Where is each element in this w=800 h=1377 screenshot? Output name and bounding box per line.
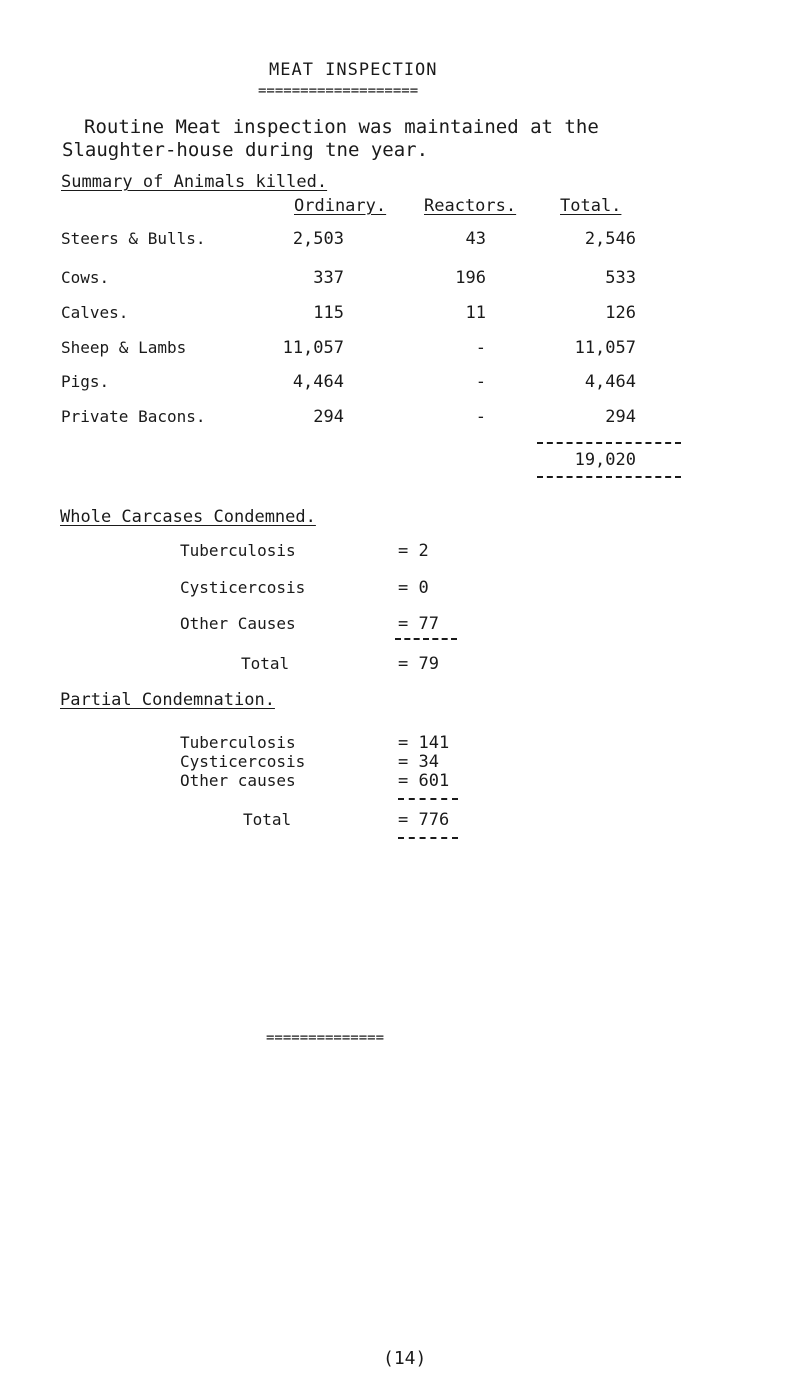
reactors-value: - (475, 372, 486, 392)
column-header-reactors: Reactors. (424, 196, 517, 216)
partial-total-top-rule (398, 798, 458, 800)
reactors-value: 11 (465, 303, 486, 323)
reactors-value: - (475, 407, 486, 427)
total-value: 294 (605, 407, 636, 427)
page-number: (14) (383, 1348, 427, 1369)
partial-condemnation-heading: Partial Condemnation. (60, 690, 275, 710)
column-header-total: Total. (560, 196, 622, 216)
whole-total-value: = 79 (398, 654, 439, 674)
list-item-value: = 0 (398, 578, 429, 598)
row-label: Private Bacons. (61, 407, 206, 426)
ordinary-value: 2,503 (292, 229, 344, 249)
row-label: Calves. (61, 303, 129, 322)
row-label: Pigs. (61, 372, 110, 391)
whole-total-rule (395, 638, 457, 640)
total-value: 11,057 (574, 338, 636, 358)
row-label: Steers & Bulls. (61, 229, 206, 248)
reactors-value: 196 (455, 268, 486, 288)
total-value: 533 (605, 268, 636, 288)
summary-heading: Summary of Animals killed. (61, 172, 328, 192)
list-item-value: = 141 (398, 733, 450, 753)
total-value: 4,464 (584, 372, 636, 392)
list-item-label: Cysticercosis (180, 578, 306, 597)
intro-line-2: Slaughter-house during tne year. (62, 139, 429, 161)
column-header-ordinary: Ordinary. (294, 196, 387, 216)
total-value: 126 (605, 303, 636, 323)
grand-total-value: 19,020 (574, 450, 636, 470)
list-item-label: Other Causes (180, 614, 296, 633)
ordinary-value: 115 (313, 303, 344, 323)
page-title: MEAT INSPECTION (269, 60, 438, 80)
ordinary-value: 4,464 (292, 372, 344, 392)
section-end-rule: ============== (266, 1030, 385, 1046)
list-item-value: = 601 (398, 771, 450, 791)
list-item-label: Other causes (180, 771, 296, 790)
total-value: 2,546 (584, 229, 636, 249)
list-item-value: = 2 (398, 541, 429, 561)
partial-total-label: Total (243, 810, 292, 829)
reactors-value: - (475, 338, 486, 358)
intro-line-1: Routine Meat inspection was maintained at the (84, 116, 599, 138)
partial-total-bottom-rule (398, 837, 458, 839)
grand-total-bottom-rule (537, 476, 681, 478)
ordinary-value: 337 (313, 268, 344, 288)
grand-total-top-rule (537, 442, 681, 444)
list-item-value: = 34 (398, 752, 439, 772)
list-item-value: = 77 (398, 614, 439, 634)
whole-carcases-heading: Whole Carcases Condemned. (60, 507, 316, 527)
whole-total-label: Total (241, 654, 290, 673)
row-label: Cows. (61, 268, 110, 287)
title-underline-rule: =================== (258, 83, 419, 99)
row-label: Sheep & Lambs (61, 338, 187, 357)
list-item-label: Tuberculosis (180, 733, 296, 752)
ordinary-value: 11,057 (282, 338, 344, 358)
list-item-label: Cysticercosis (180, 752, 306, 771)
reactors-value: 43 (465, 229, 486, 249)
list-item-label: Tuberculosis (180, 541, 296, 560)
ordinary-value: 294 (313, 407, 344, 427)
partial-total-value: = 776 (398, 810, 450, 830)
